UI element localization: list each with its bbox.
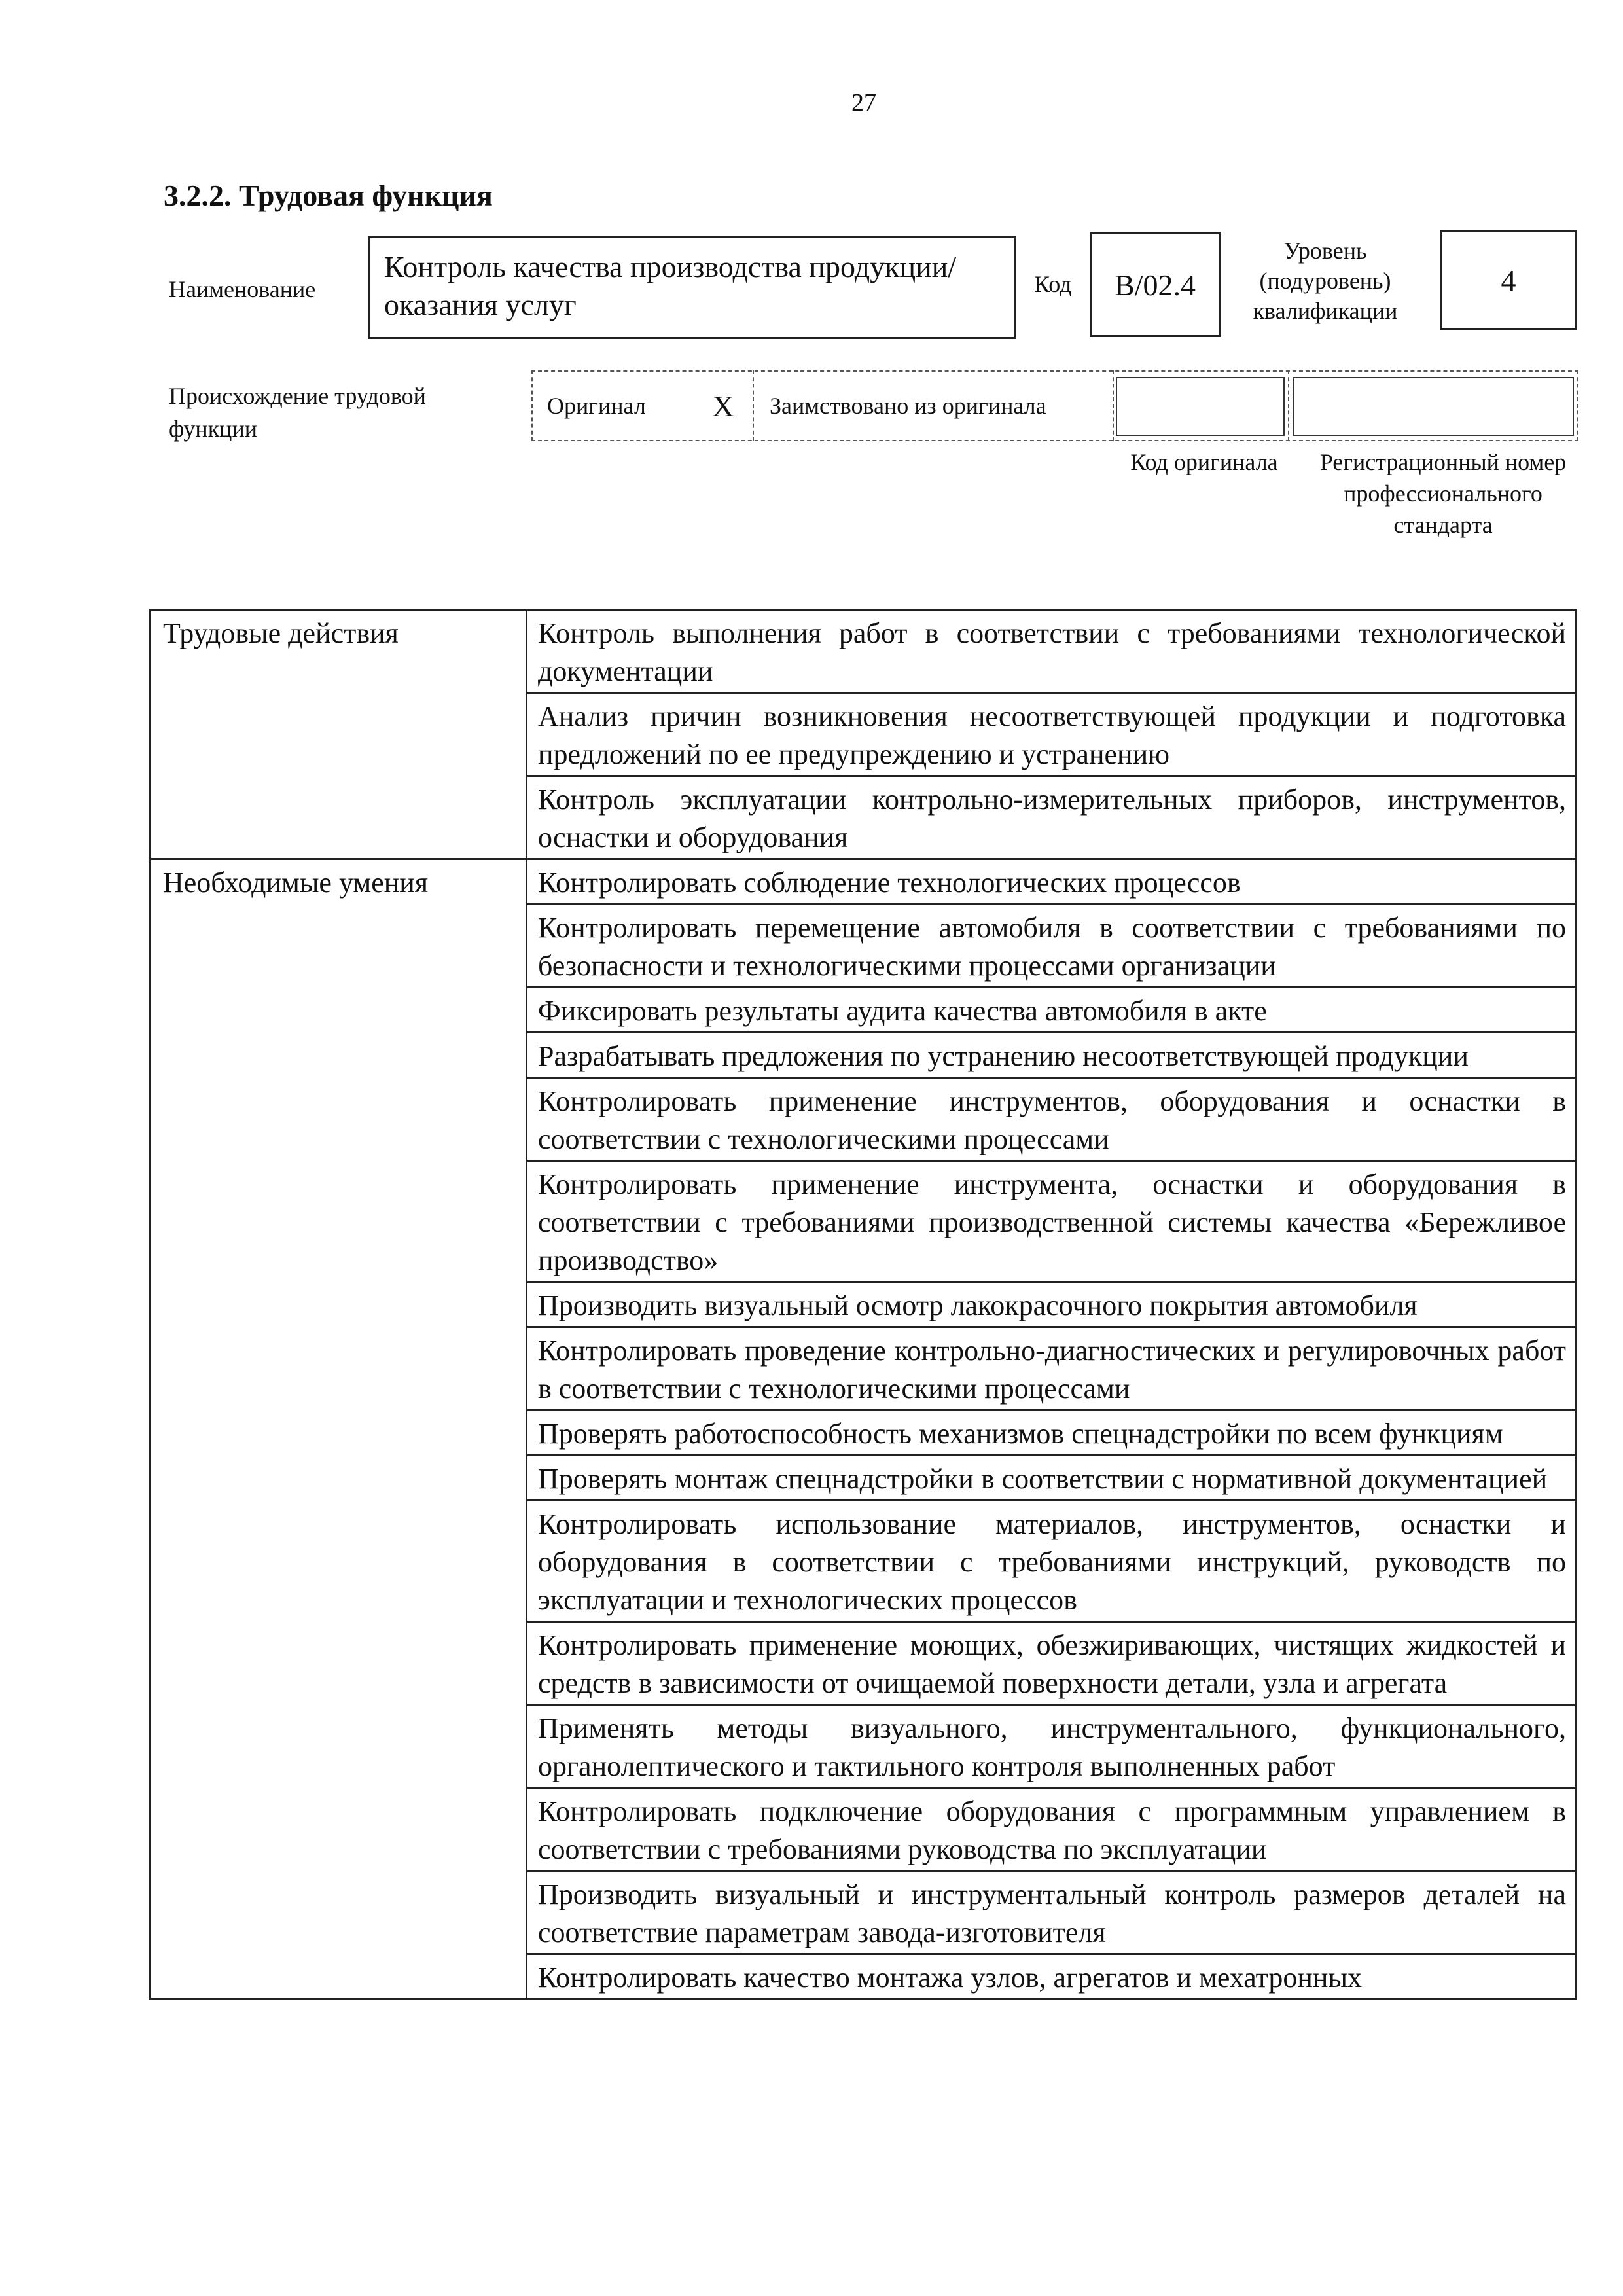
table-cell: Производить визуальный и инструментальный контроль размеров деталей на соответствие параметрам завода-изготовителя (527, 1871, 1577, 1954)
origin-separator (1113, 370, 1114, 441)
table-cell: Контролировать соблюдение технологических процессов (527, 859, 1577, 905)
original-label: Оригинал (547, 393, 646, 419)
page-number: 27 (851, 89, 876, 117)
code-label: Код (1034, 271, 1072, 297)
section-title: 3.2.2. Трудовая функция (164, 179, 493, 212)
table-row (151, 610, 1577, 693)
table-cell: Проверять работоспособность механизмов спецнадстройки по всем функциям (527, 1410, 1577, 1456)
section-heading: Необходимые умения (151, 859, 527, 2000)
table-cell: Контроль эксплуатации контрольно-измерительных приборов, инструментов, оснастки и оборудования (527, 776, 1577, 859)
origin-label: Происхождение трудовой функции (169, 383, 426, 442)
table-cell: Контролировать применение инструмента, оснастки и оборудования в соответствии с требованиями производственной системы качества «Бережливое производство» (527, 1161, 1577, 1282)
table-cell: Контролировать подключение оборудования с программным управлением в соответствии с требованиями руководства по эксплуатации (527, 1788, 1577, 1871)
table-cell: Контролировать применение моющих, обезжиривающих, чистящих жидкостей и средств в зависимости от очищаемой поверхности детали, узла и агрегата (527, 1622, 1577, 1705)
name-value: Контроль качества производства продукции/оказания услуг (368, 236, 1016, 339)
code-value: B/02.4 (1090, 232, 1221, 337)
name-label: Наименование (169, 276, 316, 302)
table-cell: Проверять монтаж спецнадстройки в соответствии с нормативной документацией (527, 1456, 1577, 1501)
origin-separator (753, 370, 754, 441)
table-cell: Применять методы визуального, инструментального, функционального, органолептического и тактильного контроля выполненных работ (527, 1705, 1577, 1788)
borrowed-label: Заимствовано из оригинала (770, 393, 1046, 419)
original-mark: X (712, 389, 734, 423)
table-cell: Контролировать использование материалов, инструментов, оснастки и оборудования в соответствии с требованиями инструкций, руководств по эксплуатации и технологических процессов (527, 1501, 1577, 1622)
table-cell: Разрабатывать предложения по устранению несоответствующей продукции (527, 1033, 1577, 1078)
table-cell: Контролировать применение инструментов, оборудования и оснастки в соответствии с технологическими процессами (527, 1078, 1577, 1161)
section-heading: Трудовые действия (151, 610, 527, 859)
table-cell: Фиксировать результаты аудита качества автомобиля в акте (527, 988, 1577, 1033)
table-cell: Анализ причин возникновения несоответствующей продукции и подготовка предложений по ее предупреждению и устранению (527, 693, 1577, 776)
reg-number-box (1293, 377, 1574, 436)
original-code-box (1116, 377, 1285, 436)
table-cell: Производить визуальный осмотр лакокрасочного покрытия автомобиля (527, 1282, 1577, 1327)
table-row (151, 859, 1577, 905)
code-caption: Код оригинала (1130, 449, 1278, 475)
table-cell: Контролировать качество монтажа узлов, агрегатов и мехатронных (527, 1954, 1577, 2000)
level-label: Уровень (подуровень) квалификации (1253, 238, 1398, 324)
table-cell: Контролировать проведение контрольно-диагностических и регулировочных работ в соответствии с технологическими процессами (527, 1327, 1577, 1410)
table-cell: Контролировать перемещение автомобиля в соответствии с требованиями по безопасности и технологическими процессами организации (527, 905, 1577, 988)
level-value: 4 (1440, 230, 1577, 330)
reg-caption: Регистрационный номер профессионального стандарта (1319, 449, 1567, 538)
function-table (149, 609, 1577, 2000)
table-cell: Контроль выполнения работ в соответствии с требованиями технологической документации (527, 610, 1577, 693)
origin-separator (1288, 370, 1289, 441)
